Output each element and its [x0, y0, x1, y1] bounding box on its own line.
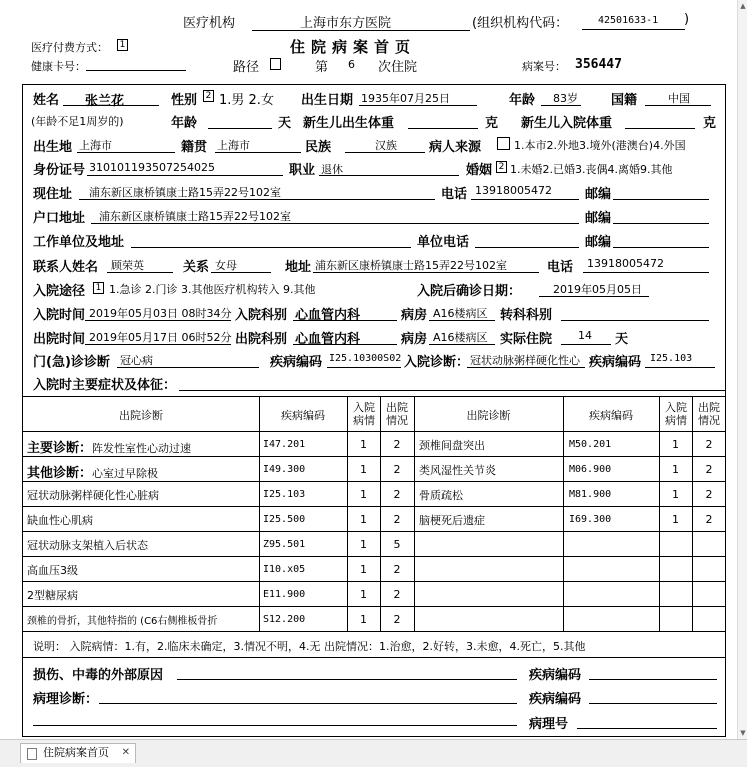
- pay-method-box[interactable]: 1: [117, 39, 128, 51]
- diag-out: 2: [393, 513, 401, 526]
- diag-name: 高血压3级: [27, 564, 78, 577]
- contact-label: 联系人姓名: [33, 260, 99, 275]
- clinic-code-label: 疾病编码: [270, 355, 323, 370]
- health-card-field[interactable]: [86, 70, 186, 71]
- marital-options: 1.未婚2.已婚3.丧偶4.离婚9.其他: [510, 163, 673, 176]
- marital-label: 婚姻: [466, 163, 493, 178]
- table-row[interactable]: [27, 587, 257, 603]
- phone-label: 电话: [441, 187, 468, 202]
- tab-label: 住院病案首页: [43, 746, 109, 759]
- clinic-code-underline: [327, 367, 401, 368]
- table-row[interactable]: [27, 562, 257, 578]
- symptoms-label: 入院时主要症状及体征：: [33, 378, 177, 393]
- diag-out: 2: [705, 488, 713, 501]
- work-field[interactable]: [131, 247, 411, 248]
- out-ward-label: 病房: [401, 332, 428, 347]
- diag-in: 1: [360, 538, 367, 551]
- table-row[interactable]: [27, 537, 257, 553]
- in-time-underline: [85, 320, 231, 321]
- diag-name: 缺血性心肌病: [27, 514, 93, 527]
- form-frame: [22, 84, 726, 737]
- contact-address[interactable]: 浦东新区康桥镇康士路15弄22号102室: [315, 259, 507, 272]
- injury-code-label: 疾病编码: [529, 668, 582, 683]
- ethnic-label: 民族: [305, 140, 332, 155]
- patho-field-line2[interactable]: [33, 725, 517, 726]
- address-label: 现住址: [33, 187, 73, 202]
- age-underline: [541, 105, 581, 106]
- newborn-birth-weight-field[interactable]: [408, 128, 478, 129]
- pay-method-label: 医疗付费方式：: [31, 41, 108, 54]
- diag-code: I49.300: [263, 464, 306, 475]
- age[interactable]: 83岁: [553, 92, 578, 105]
- col-header-in-right: 入院病情: [665, 401, 687, 427]
- diag-out: 2: [393, 463, 401, 476]
- route-label: 入院途径: [33, 284, 86, 299]
- col-header-out: 出院情况: [386, 401, 408, 427]
- diag-in: 1: [672, 438, 679, 451]
- out-ward-underline: [429, 344, 495, 345]
- table-bottom-border: [23, 631, 725, 632]
- case-no: 356447: [575, 57, 622, 72]
- diag-code: I25.500: [263, 514, 306, 525]
- table-row[interactable]: [27, 612, 257, 627]
- vertical-scrollbar[interactable]: [737, 0, 747, 739]
- in-diag-label: 入院诊断：: [404, 355, 470, 370]
- clinic-diag[interactable]: 冠心病: [120, 354, 153, 367]
- org-name-underline: [252, 30, 470, 31]
- org-name: 上海市东方医院: [300, 16, 392, 31]
- page-title: 住院病案首页: [290, 38, 417, 56]
- days[interactable]: 14: [578, 329, 592, 342]
- condition-note: 说明： 入院病情：1.有，2.临床未确定，3.情况不明，4.无 出院情况：1.治愈，2.好转，3.未愈，4.死亡，5.其他: [33, 640, 586, 653]
- contact-addr-underline: [313, 272, 539, 273]
- row-line: [23, 556, 725, 557]
- newborn-birth-weight-unit: 克: [485, 116, 499, 131]
- newborn-admit-weight-unit: 克: [703, 116, 717, 131]
- native-underline: [215, 152, 301, 153]
- diag-code: E11.900: [263, 589, 306, 600]
- table-header-border: [23, 431, 725, 432]
- in-time-label: 入院时间: [33, 308, 86, 323]
- col-header-diag-right: 出院诊断: [466, 409, 511, 422]
- diag-name: 脑梗死后遗症: [419, 514, 485, 527]
- document-icon: [27, 748, 37, 760]
- scroll-down-icon[interactable]: ▼: [740, 729, 746, 737]
- case-no-label: 病案号：: [522, 60, 566, 73]
- marital-box[interactable]: 2: [496, 161, 507, 173]
- work-phone-label: 单位电话: [417, 235, 470, 250]
- diag-name: 类风湿性关节炎: [419, 464, 496, 477]
- col-header-code-right: 疾病编码: [589, 409, 633, 422]
- phone[interactable]: 13918005472: [475, 184, 552, 197]
- diag-prefix: 主要诊断：: [27, 441, 93, 456]
- diag-in: 1: [672, 513, 679, 526]
- document-tab-bar: [0, 739, 747, 767]
- in-ward-underline: [429, 320, 495, 321]
- nationality-underline: [645, 105, 711, 106]
- out-time[interactable]: 2019年05月17日 06时52分: [89, 331, 232, 344]
- col-header-code: 疾病编码: [281, 409, 325, 422]
- clinic-diag-underline: [117, 367, 259, 368]
- diag-code: M50.201: [569, 439, 612, 450]
- patient-name[interactable]: 张兰花: [85, 94, 125, 109]
- hukou-zip-label: 邮编: [585, 211, 612, 226]
- job[interactable]: 退休: [321, 163, 343, 176]
- infant-age-note: (年龄不足1周岁的): [31, 115, 124, 128]
- times-value: 6: [348, 58, 355, 71]
- in-code-label: 疾病编码: [589, 355, 642, 370]
- in-ward-label: 病房: [401, 308, 428, 323]
- infant-age-unit: 天: [278, 116, 292, 131]
- newborn-admit-weight-field[interactable]: [625, 128, 695, 129]
- route-options: 1.急诊 2.门诊 3.其他医疗机构转入 9.其他: [109, 283, 316, 296]
- diag-name: 颈椎的骨折，其他特指的 (C6右侧椎板骨折: [27, 616, 218, 627]
- table-row[interactable]: [419, 437, 561, 453]
- job-underline: [319, 175, 459, 176]
- diag-out: 2: [393, 438, 401, 451]
- col-line: [259, 396, 260, 631]
- col-header-diag: 出院诊断: [119, 409, 163, 422]
- diag-code: S12.200: [263, 614, 306, 625]
- transfer-field[interactable]: [561, 320, 709, 321]
- address[interactable]: 浦东新区康桥镇康士路15弄22号102室: [89, 186, 281, 199]
- sex-label: 性别: [171, 93, 198, 108]
- row-line: [23, 506, 725, 507]
- in-ward[interactable]: A16楼病区: [433, 307, 488, 320]
- diag-in: 1: [360, 563, 367, 576]
- diag-code: M06.900: [569, 464, 612, 475]
- diag-out: 2: [393, 488, 401, 501]
- col-line: [414, 396, 415, 631]
- diag-code: Z95.501: [263, 539, 306, 550]
- diag-in: 1: [360, 438, 367, 451]
- in-dept[interactable]: 心血管内科: [295, 308, 361, 323]
- out-dept-underline: [293, 344, 397, 345]
- in-dept-underline: [293, 320, 397, 321]
- path-label: 路径: [233, 60, 260, 75]
- newborn-birth-weight-label: 新生儿出生体重: [303, 116, 395, 131]
- diag-code: I47.201: [263, 439, 306, 450]
- out-dept[interactable]: 心血管内科: [295, 332, 361, 347]
- row-line: [23, 531, 725, 532]
- symptoms-field[interactable]: [179, 390, 725, 391]
- org-code: 42501633-1: [598, 15, 659, 26]
- name-label: 姓名: [33, 93, 60, 108]
- clinic-diag-label: 门(急)诊诊断: [33, 355, 110, 370]
- diag-in: 1: [360, 463, 367, 476]
- diag-in: 1: [360, 613, 367, 626]
- table-row[interactable]: [27, 512, 257, 528]
- relation-label: 关系: [183, 260, 210, 275]
- patho-code-label: 疾病编码: [529, 692, 582, 707]
- diag-out: 2: [393, 563, 401, 576]
- days-underline: [561, 344, 611, 345]
- diag-out: 5: [393, 538, 401, 551]
- relation-underline: [211, 272, 271, 273]
- confirm-date[interactable]: 2019年05月05日: [553, 283, 642, 296]
- patho-code-field[interactable]: [589, 703, 717, 704]
- out-time-label: 出院时间: [33, 332, 86, 347]
- job-label: 职业: [289, 163, 316, 178]
- col-header-in: 入院病情: [353, 401, 375, 427]
- native[interactable]: 上海市: [217, 139, 250, 152]
- birth-label: 出生日期: [301, 93, 354, 108]
- work-zip-field[interactable]: [613, 247, 709, 248]
- id-number[interactable]: 310101193507254025: [89, 161, 215, 174]
- diag-out: 2: [705, 513, 713, 526]
- diag-out: 2: [393, 588, 401, 601]
- injury-code-field[interactable]: [589, 679, 717, 680]
- zip-label: 邮编: [585, 187, 612, 202]
- tab-case-homepage[interactable]: [20, 743, 136, 763]
- table-top-border: [23, 396, 725, 397]
- id-underline: [87, 175, 283, 176]
- diag-out: 2: [705, 438, 713, 451]
- table-row[interactable]: [419, 487, 561, 503]
- in-diag-underline: [467, 367, 585, 368]
- row-line: [23, 456, 725, 457]
- nationality-label: 国籍: [611, 93, 638, 108]
- table-row[interactable]: [27, 462, 257, 481]
- diag-name: 2型糖尿病: [27, 589, 78, 602]
- hukou-address[interactable]: 浦东新区康桥镇康士路15弄22号102室: [99, 210, 291, 223]
- table-row[interactable]: [27, 437, 257, 456]
- transfer-label: 转科科别: [500, 308, 553, 323]
- diag-out: 2: [705, 463, 713, 476]
- table-row[interactable]: [419, 512, 561, 528]
- in-code-underline: [645, 367, 715, 368]
- birth-underline: [359, 105, 477, 106]
- patho-field[interactable]: [99, 703, 517, 704]
- source-label: 病人来源: [429, 140, 482, 155]
- relation[interactable]: 女母: [215, 259, 237, 272]
- patho-no-field[interactable]: [577, 728, 717, 729]
- clinic-code[interactable]: I25.10300S02: [329, 353, 402, 364]
- confirm-label: 入院后确诊日期：: [417, 284, 522, 299]
- row-line: [23, 581, 725, 582]
- diag-name: 阵发性室性心动过速: [92, 442, 192, 455]
- diag-name: 冠状动脉支架植入后状态: [27, 539, 148, 552]
- col-line: [563, 396, 564, 631]
- native-label: 籍贯: [181, 140, 208, 155]
- diag-code: M81.900: [569, 489, 612, 500]
- in-dept-label: 入院科别: [235, 308, 288, 323]
- work-zip-label: 邮编: [585, 235, 612, 250]
- note-border: [23, 657, 725, 658]
- source-options: 1.本市2.外地3.境外(港澳台)4.外国: [514, 139, 686, 152]
- infant-age-label: 年龄: [171, 116, 198, 131]
- injury-label: 损伤、中毒的外部原因: [33, 668, 164, 683]
- id-label: 身份证号: [33, 163, 86, 178]
- in-diag[interactable]: 冠状动脉粥样硬化性心: [470, 354, 580, 367]
- route-box[interactable]: 1: [93, 282, 104, 294]
- diag-code: I10.x05: [263, 564, 306, 575]
- phone-underline: [471, 199, 579, 200]
- ethnic[interactable]: 汉族: [375, 139, 397, 152]
- org-code-label: (组织机构代码：: [472, 16, 569, 31]
- table-row[interactable]: [419, 462, 561, 478]
- birth-date[interactable]: 1935年07月25日: [361, 92, 450, 105]
- address-underline: [79, 199, 435, 200]
- nationality[interactable]: 中国: [668, 92, 690, 105]
- contact-phone-underline: [583, 272, 709, 273]
- diag-in: 1: [672, 463, 679, 476]
- diag-name: 心室过早除极: [92, 467, 159, 480]
- diag-code: I69.300: [569, 514, 612, 525]
- newborn-admit-weight-label: 新生儿入院体重: [521, 116, 613, 131]
- contact-addr-label: 地址: [285, 260, 312, 275]
- name-underline: [63, 105, 159, 106]
- org-code-underline: [582, 29, 685, 30]
- birthplace-underline: [77, 152, 175, 153]
- days-unit: 天: [615, 332, 629, 347]
- sex-options: 1.男 2.女: [219, 93, 274, 108]
- diag-code: I25.103: [263, 489, 306, 500]
- diag-in: 1: [360, 513, 367, 526]
- ethnic-underline: [345, 152, 425, 153]
- contact-phone-label: 电话: [547, 260, 574, 275]
- diag-in: 1: [360, 588, 367, 601]
- patho-no-label: 病理号: [529, 717, 569, 732]
- times-pre: 第: [315, 60, 329, 75]
- hukou-zip-field[interactable]: [613, 223, 709, 224]
- contact-phone[interactable]: 13918005472: [587, 257, 664, 270]
- contact-name[interactable]: 顾荣英: [111, 259, 144, 272]
- table-row[interactable]: [27, 487, 257, 503]
- diag-prefix: 其他诊断：: [27, 466, 93, 481]
- path-checkbox[interactable]: [270, 58, 281, 70]
- diag-name: 骨质疏松: [419, 489, 463, 502]
- org-label: 医疗机构: [183, 16, 236, 31]
- health-card-label: 健康卡号：: [31, 60, 86, 73]
- row-line: [23, 606, 725, 607]
- work-phone-field[interactable]: [475, 247, 579, 248]
- times-post: 次住院: [378, 60, 418, 75]
- birthplace-label: 出生地: [33, 140, 73, 155]
- birthplace[interactable]: 上海市: [79, 139, 112, 152]
- age-label: 年龄: [509, 93, 536, 108]
- org-code-close: ): [684, 12, 690, 27]
- sex-box[interactable]: 2: [203, 90, 214, 102]
- out-dept-label: 出院科别: [235, 332, 288, 347]
- infant-age-field[interactable]: [208, 128, 272, 129]
- contact-underline: [107, 272, 173, 273]
- hukou-underline: [91, 223, 579, 224]
- scroll-up-icon[interactable]: ▲: [740, 2, 746, 10]
- diag-out: 2: [393, 613, 401, 626]
- source-box[interactable]: [497, 137, 510, 150]
- close-icon[interactable]: ✕: [121, 747, 130, 758]
- diag-name: 冠状动脉粥样硬化性心脏病: [27, 489, 159, 502]
- patho-label: 病理诊断：: [33, 692, 99, 707]
- row-line: [23, 481, 725, 482]
- days-label: 实际住院: [500, 332, 553, 347]
- zip-field[interactable]: [613, 199, 709, 200]
- diag-name: 颈椎间盘突出: [419, 439, 485, 452]
- in-code[interactable]: I25.103: [650, 353, 693, 364]
- in-time[interactable]: 2019年05月03日 08时34分: [89, 307, 232, 320]
- diag-in: 1: [672, 488, 679, 501]
- hukou-label: 户口地址: [33, 211, 86, 226]
- out-ward[interactable]: A16楼病区: [433, 331, 488, 344]
- diag-in: 1: [360, 488, 367, 501]
- col-header-out-right: 出院情况: [698, 401, 720, 427]
- work-label: 工作单位及地址: [33, 235, 125, 250]
- confirm-underline: [539, 296, 649, 297]
- out-time-underline: [85, 344, 231, 345]
- injury-field[interactable]: [177, 679, 517, 680]
